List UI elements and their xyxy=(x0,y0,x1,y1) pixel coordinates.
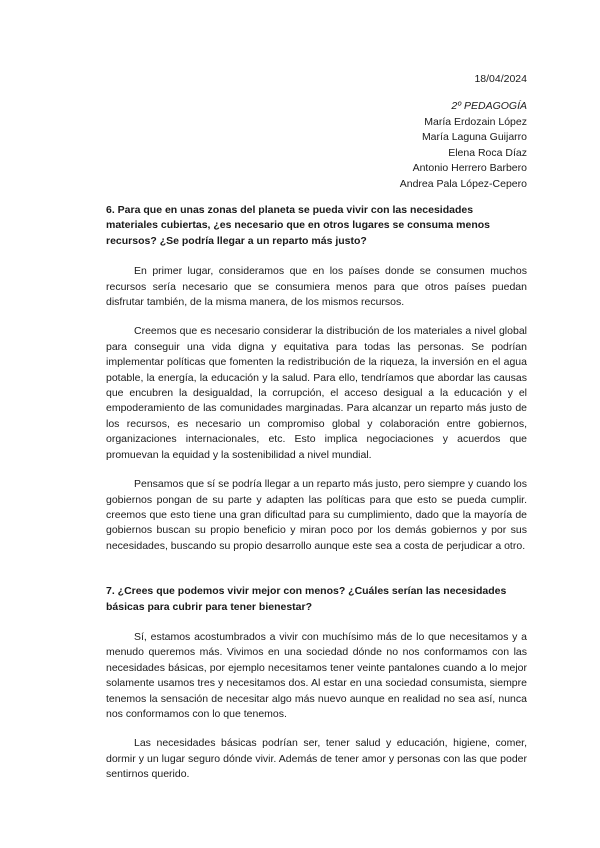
answer-paragraph: Sí, estamos acostumbrados a vivir con muchísimo más de lo que necesitamos y a menudo queremos más. Vivimos en una sociedad dónde no nos conformamos con las necesidades básicas, por ejemplo necesitamos tener veinte pantalones cuando a lo mejor solamente usamos tres y necesitamos dos. Al estar en una sociedad consumista, siempre tenemos la sensación de necesitar algo más nuevo aunque en realidad no sea así, nunca nos conformamos con lo que tenemos. xyxy=(106,630,527,720)
answer-paragraph: Pensamos que sí se podría llegar a un reparto más justo, pero siempre y cuando los gobiernos pongan de su parte y adapten las políticas para que esto se pueda cumplir. creemos que esto tiene una gran dificultad para su cumplimiento, dado que la mayoría de gobiernos buscan su propio beneficio y miran poco por los demás gobiernos y por sus necesidades, buscando su propio desarrollo aunque este sea a costa de perjudicar a otro. xyxy=(106,478,527,552)
date: 18/04/2024 xyxy=(474,73,527,85)
answer-paragraph: Creemos que es necesario considerar la distribución de los materiales a nivel global para conseguir una vida digna y equitativa para todas las personas. Se podrían implementar políticas que fomenten la redistribución de la riqueza, la inversión en el agua potable, la energía, la educación y la salud. Para ello, tendríamos que abordar las causas que encubren la desigualdad, la corrupción, el acceso desigual a la educación y el empoderamiento de las comunidades marginadas. Para alcanzar un reparto más justo de los recursos, es necesario un compromiso global y colaboración entre gobiernos, organizaciones internacionales, etc. Esto implica negociaciones y acuerdos que promuevan la equidad y la sostenibilidad a nivel mundial. xyxy=(106,325,527,461)
question-heading: 7. ¿Crees que podemos vivir mejor con menos? ¿Cuáles serían las necesidades básicas para cubrir para tener bienestar? xyxy=(106,585,507,613)
author-name: María Erdozain López xyxy=(424,115,527,128)
author-name: María Laguna Guijarro xyxy=(421,131,527,143)
author-block xyxy=(400,99,527,192)
course-label: 2º PEDAGOGÍA xyxy=(451,100,527,112)
author-name: Andrea Pala López-Cepero xyxy=(399,177,527,190)
answer-paragraph: En primer lugar, consideramos que en los países donde se consumen muchos recursos sería necesario que se consumiera menos para que otros países puedan disfrutar también, de la misma manera, de los mismos recursos. xyxy=(106,265,527,309)
question-heading: 6. Para que en unas zonas del planeta se pueda vivir con las necesidades materiales cubiertas, ¿es necesario que en otros lugares se consuma menos recursos? ¿Se podría llegar a un reparto más justo? xyxy=(106,204,490,247)
answer-paragraph: Las necesidades básicas podrían ser, tener salud y educación, higiene, comer, dormir y un lugar seguro dónde vivir. Además de tener amor y personas con las que poder sentirnos querido. xyxy=(106,737,527,781)
document-body xyxy=(106,203,527,783)
author-name: Elena Roca Díaz xyxy=(448,146,527,159)
author-name: Antonio Herrero Barbero xyxy=(412,162,527,174)
